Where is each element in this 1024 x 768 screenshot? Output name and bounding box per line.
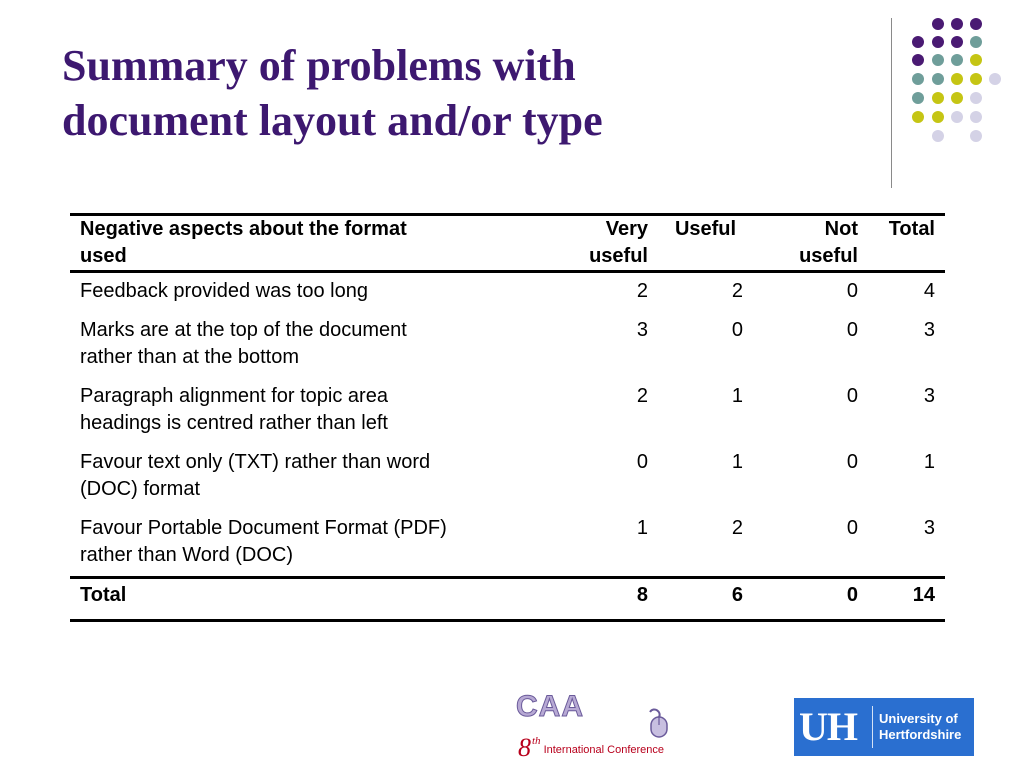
row-aspect: Marks are at the top of the document rather than at the bottom — [80, 319, 407, 368]
row-aspect: Feedback provided was too long — [80, 280, 368, 302]
row-useful: 1 — [731, 385, 743, 407]
header-useful: Useful — [658, 215, 753, 272]
decorative-dot — [932, 130, 944, 142]
table-row — [70, 510, 945, 578]
decorative-dot — [951, 18, 963, 30]
row-very-useful: 1 — [636, 517, 648, 539]
header-total: Total — [868, 215, 945, 272]
uh-logo-divider — [872, 706, 873, 748]
decorative-divider — [891, 18, 892, 188]
header-aspect: Negative aspects about the format used — [70, 215, 528, 272]
table-header-row — [70, 215, 945, 272]
decorative-dot — [912, 36, 924, 48]
decorative-dot — [912, 111, 924, 123]
row-very-useful: 3 — [636, 319, 648, 341]
table-row — [70, 378, 945, 444]
decorative-dot — [951, 73, 963, 85]
row-not-useful: 0 — [846, 385, 858, 407]
row-not-useful: 0 — [846, 280, 858, 302]
title-line-1: Summary of problems with — [62, 41, 576, 90]
decorative-dot — [912, 92, 924, 104]
row-useful: 2 — [731, 517, 743, 539]
decorative-dot — [951, 92, 963, 104]
row-not-useful: 0 — [846, 319, 858, 341]
row-aspect: Paragraph alignment for topic area headings is centred rather than left — [80, 385, 388, 434]
caa-wordmark: CAA — [516, 690, 584, 723]
decorative-dot — [970, 18, 982, 30]
decorative-dot — [970, 92, 982, 104]
uh-mark: UH — [799, 704, 857, 749]
total-very-useful: 8 — [528, 578, 658, 621]
table-row — [70, 312, 945, 378]
row-not-useful: 0 — [846, 517, 858, 539]
row-very-useful: 2 — [636, 385, 648, 407]
uh-wordmark: University of Hertfordshire — [879, 711, 962, 742]
decorative-dot — [912, 54, 924, 66]
row-not-useful: 0 — [846, 451, 858, 473]
decorative-dot — [970, 54, 982, 66]
row-aspect: Favour Portable Document Format (PDF) rather than Word (DOC) — [80, 517, 447, 566]
row-total: 3 — [923, 385, 935, 407]
decorative-dot — [932, 73, 944, 85]
row-useful: 1 — [731, 451, 743, 473]
total-useful: 6 — [658, 578, 753, 621]
decorative-dot — [912, 73, 924, 85]
header-not-useful: Not useful — [753, 215, 868, 272]
decorative-dot — [951, 111, 963, 123]
row-aspect: Favour text only (TXT) rather than word (DOC) format — [80, 451, 431, 500]
decorative-dot — [970, 130, 982, 142]
row-total: 1 — [923, 451, 935, 473]
decorative-dot — [932, 92, 944, 104]
row-useful: 0 — [731, 319, 743, 341]
decorative-dot — [932, 111, 944, 123]
decorative-dot — [970, 73, 982, 85]
decorative-dot — [970, 111, 982, 123]
total-not-useful: 0 — [753, 578, 868, 621]
feedback-table — [70, 213, 945, 622]
decorative-dot — [951, 54, 963, 66]
table-row — [70, 272, 945, 313]
decorative-dot — [989, 73, 1001, 85]
row-total: 4 — [923, 280, 935, 302]
university-of-hertfordshire-logo — [794, 698, 974, 756]
row-total: 3 — [923, 517, 935, 539]
row-useful: 2 — [731, 280, 743, 302]
decorative-dot — [932, 54, 944, 66]
row-total: 3 — [923, 319, 935, 341]
header-very-useful: Very useful — [528, 215, 658, 272]
slide-title — [62, 38, 822, 148]
caa-subtitle: 8thInternational Conference — [518, 733, 665, 762]
total-total: 14 — [868, 578, 945, 621]
total-label: Total — [70, 578, 528, 621]
table-total-row — [70, 578, 945, 621]
decorative-dot — [951, 36, 963, 48]
decorative-dot — [932, 18, 944, 30]
row-very-useful: 0 — [636, 451, 648, 473]
decorative-dot — [932, 36, 944, 48]
caa-conference-logo — [516, 690, 672, 760]
decorative-dot — [970, 36, 982, 48]
table-row — [70, 444, 945, 510]
row-very-useful: 2 — [636, 280, 648, 302]
title-line-2: document layout and/or type — [62, 96, 603, 145]
